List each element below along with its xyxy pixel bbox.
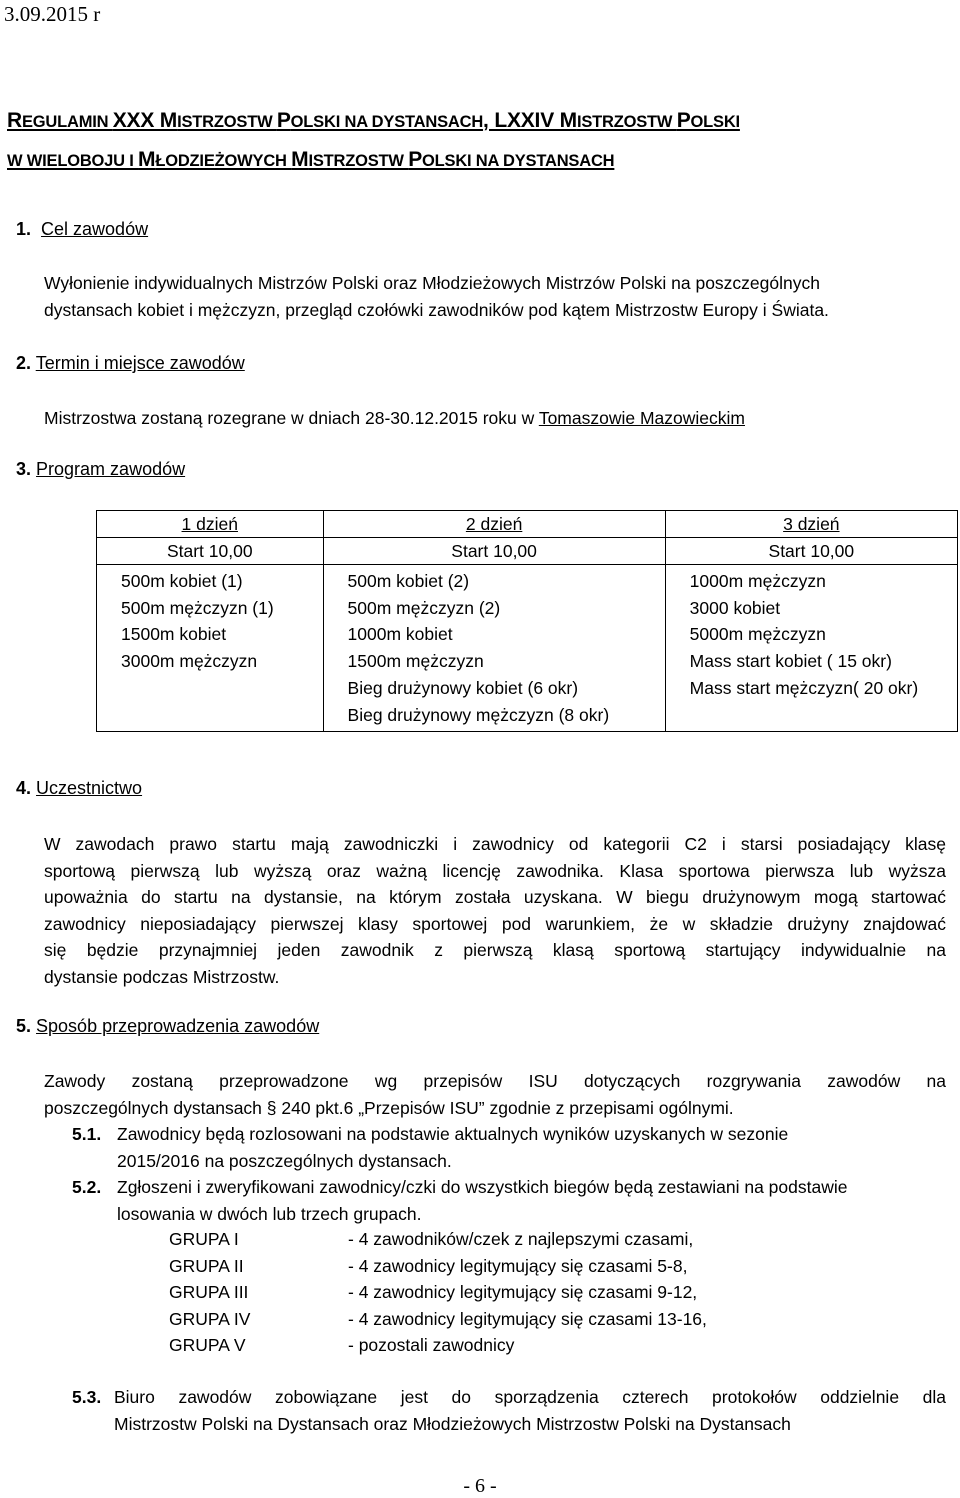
point-5-3-number: 5.3. bbox=[72, 1387, 102, 1407]
group-desc: - pozostali zawodnicy bbox=[348, 1335, 515, 1356]
day-3-events bbox=[665, 565, 957, 732]
group-desc: - 4 zawodników/czek z najlepszymi czasami, bbox=[348, 1229, 694, 1249]
group-desc: - 4 zawodnicy legitymujący się czasami 13-16, bbox=[348, 1308, 707, 1329]
title-line-2: W WIELOBOJU I MŁODZIEŻOWYCH MISTRZOSTW POLSKI NA DYSTANSACH bbox=[7, 148, 615, 171]
event-item: Bieg drużynowy kobiet (6 okr) bbox=[347, 677, 579, 698]
event-item: 1000m kobiet bbox=[347, 624, 453, 645]
program-table bbox=[96, 510, 958, 732]
event-item: 3000 kobiet bbox=[689, 597, 781, 618]
day-2-events bbox=[323, 565, 665, 732]
title-line-1: REGULAMIN XXX MISTRZOSTW POLSKI NA DYSTANSACH, LXXIV MISTRZOSTW POLSKI bbox=[7, 109, 740, 132]
group-name: GRUPA II bbox=[169, 1255, 244, 1276]
section-2-text: Mistrzostwa zostaną rozegrane w dniach 28-30.12.2015 roku w Tomaszowie Mazowieckim bbox=[44, 408, 745, 428]
point-5-3-text: Biuro zawodów zobowiązane jest do sporządzenia czterech protokołów oddzielnie dla Mistrzostw Polski na Dystansach oraz Młodzieżowych Mistrzostw Polski na Dystansach bbox=[114, 1387, 946, 1434]
day-2-start: Start 10,00 bbox=[323, 538, 665, 565]
event-item: 5000m mężczyzn bbox=[689, 624, 826, 645]
section-5-heading: 5. Sposób przeprowadzenia zawodów bbox=[16, 1016, 320, 1036]
day-1-header: 1 dzień bbox=[97, 511, 324, 538]
section-4-text: W zawodach prawo startu mają zawodniczki i zawodnicy od kategorii C2 i starsi posiadający klasę sportową pierwszą lub wyższą oraz ważną licencję zawodnika. Klasa sportowa pierwsza lub wyższa upoważnia do startu na dystansie, na którym została uzyskana. W biegu drużynowym mogą startować zawodnicy nieposiadający pierwszej klasy sportowej pod warunkiem, że w składzie drużyny znajdować się będzie przynajmniej jeden zawodnik z pierwszą klasą sportową startujący indywidualnie na dystansie podczas Mistrzostw. bbox=[44, 834, 946, 987]
point-5-1-number: 5.1. bbox=[72, 1124, 102, 1144]
venue-link: Tomaszowie Mazowieckim bbox=[538, 408, 745, 428]
event-item: 500m mężczyzn (1) bbox=[121, 597, 274, 618]
section-5-text: Zawody zostaną przeprowadzone wg przepisów ISU dotyczących rozgrywania zawodów na poszczególnych dystansach § 240 pkt.6 „Przepisów ISU” zgodnie z przepisami ogólnymi. bbox=[44, 1071, 946, 1118]
program-table-events-row bbox=[97, 565, 958, 732]
section-2-heading: 2. Termin i miejsce zawodów bbox=[16, 353, 245, 373]
groups-descriptions bbox=[348, 1226, 707, 1359]
point-5-2-text: Zgłoszeni i zweryfikowani zawodnicy/czki do wszystkich biegów będą zestawiani na podstawie losowania w dwóch lub trzech grupach. bbox=[117, 1177, 848, 1224]
event-item: 1000m mężczyzn bbox=[689, 571, 826, 591]
program-table-header-row bbox=[97, 511, 958, 538]
section-3-heading: 3. Program zawodów bbox=[16, 459, 186, 479]
program-table-start-row bbox=[97, 538, 958, 565]
event-item: 1500m kobiet bbox=[121, 624, 227, 645]
event-item: 500m mężczyzn (2) bbox=[347, 597, 501, 618]
event-item: Mass start mężczyzn( 20 okr) bbox=[689, 677, 919, 698]
day-1-events bbox=[97, 565, 324, 732]
section-1-text: Wyłonienie indywidualnych Mistrzów Polski oraz Młodzieżowych Mistrzów Polski na poszczególnych dystansach kobiet i mężczyzn, przegląd czołówki zawodników pod kątem Mistrzostw Europy i Świata. bbox=[44, 273, 829, 320]
point-5-2-number: 5.2. bbox=[72, 1177, 102, 1197]
section-1-heading: 1. Cel zawodów bbox=[16, 219, 149, 239]
group-desc: - 4 zawodnicy legitymujący się czasami 5-8, bbox=[348, 1255, 688, 1276]
group-name: GRUPA IV bbox=[169, 1308, 251, 1329]
event-item: 500m kobiet (1) bbox=[121, 571, 243, 591]
event-item: 500m kobiet (2) bbox=[347, 571, 470, 591]
day-1-start: Start 10,00 bbox=[97, 538, 324, 565]
group-desc: - 4 zawodnicy legitymujący się czasami 9-12, bbox=[348, 1282, 698, 1303]
day-3-start: Start 10,00 bbox=[665, 538, 957, 565]
page-number: - 6 - bbox=[463, 1475, 497, 1497]
event-item: 1500m mężczyzn bbox=[347, 651, 484, 672]
point-5-1-text: Zawodnicy będą rozlosowani na podstawie aktualnych wyników uzyskanych w sezonie 2015/2016 na poszczególnych dystansach. bbox=[117, 1124, 789, 1171]
group-name: GRUPA III bbox=[169, 1282, 249, 1303]
event-item: Mass start kobiet ( 15 okr) bbox=[689, 651, 892, 672]
group-name: GRUPA V bbox=[169, 1335, 246, 1356]
day-2-header: 2 dzień bbox=[323, 511, 665, 538]
day-3-header: 3 dzień bbox=[665, 511, 957, 538]
group-name: GRUPA I bbox=[169, 1229, 239, 1249]
event-item: 3000m mężczyzn bbox=[121, 651, 258, 672]
groups-names bbox=[169, 1226, 250, 1359]
event-item: Bieg drużynowy mężczyzn (8 okr) bbox=[347, 704, 610, 725]
header-date: 3.09.2015 r bbox=[4, 2, 101, 26]
section-4-heading: 4. Uczestnictwo bbox=[16, 778, 143, 798]
